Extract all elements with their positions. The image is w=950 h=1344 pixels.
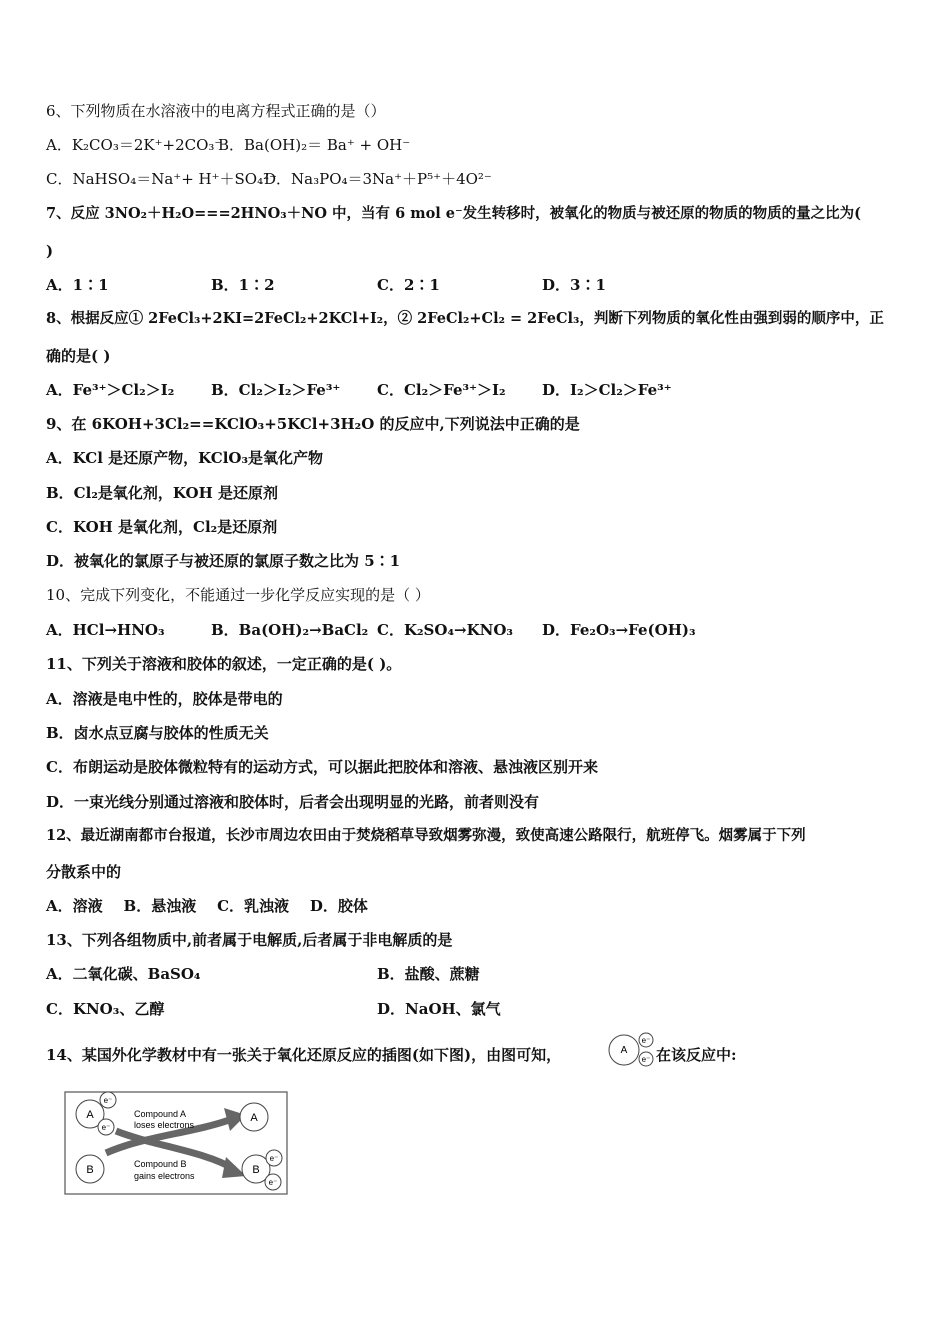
q11-option-d: D．一束光线分别通过溶液和胶体时，后者会出现明显的光路，前者则没有 (46, 793, 540, 811)
q14-stem (46, 1045, 561, 1065)
q11-option-c: C．布朗运动是胶体微粒特有的运动方式，可以据此把胶体和溶液、悬浊液区别开来 (46, 758, 598, 776)
inline-atom-a-label: A (620, 1045, 628, 1056)
q9-option-c: C．KOH 是氧化剂，Cl₂是还原剂 (46, 518, 278, 536)
q6-option-b: B．Ba(OH)₂＝ Ba⁺ + OH⁻ (218, 136, 411, 154)
q10-option-d: D．Fe₂O₃→Fe(OH)₃ (542, 621, 696, 639)
q8-stem-cont: 确的是( ) (46, 347, 111, 365)
q7-option-a: A．1∶1 (46, 276, 109, 294)
caption-a-line1: Compound A (134, 1109, 187, 1119)
q7-stem-cont: ) (46, 242, 54, 260)
q11-option-b: B．卤水点豆腐与胶体的性质无关 (46, 724, 269, 742)
q13-option-a: A．二氧化碳、BaSO₄ (46, 965, 201, 983)
atom-a-before-label: A (86, 1109, 94, 1121)
electron-gained-1-label: e⁻ (269, 1154, 279, 1163)
caption-b-line1: Compound B (134, 1159, 187, 1169)
q11-stem: 11、下列关于溶液和胶体的叙述，一定正确的是( )。 (46, 655, 402, 673)
q13-stem: 13、下列各组物质中,前者属于电解质,后者属于非电解质的是 (46, 931, 453, 949)
atom-b-before-label: B (86, 1164, 94, 1176)
q8-option-d: D．I₂＞Cl₂＞Fe³⁺ (542, 381, 672, 399)
q13-option-c: C．KNO₃、乙醇 (46, 1000, 165, 1018)
redox-figure (64, 1091, 288, 1195)
q9-option-d: D．被氧化的氯原子与被还原的氯原子数之比为 5∶1 (46, 552, 401, 570)
q7-stem: 7、反应 3NO₂＋H₂O===2HNO₃＋NO 中，当有 6 mol e⁻发生转移时，被氧化的物质与被还原的物质的物质的量之比为( (46, 205, 862, 222)
q10-option-b: B．Ba(OH)₂→BaCl₂ (211, 621, 369, 639)
q14-stem-before: 14、某国外化学教材中有一张关于氧化还原反应的插图(如下图)，由图可知， (46, 1046, 562, 1064)
electron-lost-2-label: e⁻ (101, 1123, 111, 1132)
q8-stem: 8、根据反应① 2FeCl₃+2KI=2FeCl₂+2KCl+I₂，② 2FeCl₂+Cl₂ = 2FeCl₃，判断下列物质的氧化性由强到弱的顺序中，正 (46, 310, 884, 327)
q6-stem: 6、下列物质在水溶液中的电离方程式正确的是（） (46, 102, 386, 120)
caption-a-line2: loses electrons (134, 1120, 195, 1130)
q12-stem-cont: 分散系中的 (46, 863, 122, 881)
caption-b-line2: gains electrons (134, 1171, 195, 1181)
q7-option-c: C．2∶1 (377, 276, 440, 294)
q6-option-a: A．K₂CO₃＝2K⁺+2CO₃⁻ (46, 136, 223, 154)
q13-option-d: D．NaOH、氯气 (377, 1000, 501, 1018)
atom-b-after-label: B (252, 1164, 260, 1176)
q10-stem: 10、完成下列变化，不能通过一步化学反应实现的是（ ） (46, 586, 430, 604)
inline-electron-1-label: e⁻ (641, 1036, 651, 1045)
q8-option-a: A．Fe³⁺＞Cl₂＞I₂ (46, 381, 175, 399)
q8-option-c: C．Cl₂＞Fe³⁺＞I₂ (377, 381, 506, 399)
q6-option-c: C．NaHSO₄＝Na⁺+ H⁺＋SO₄²⁻ (46, 170, 278, 188)
q14-inline-atom-icon (606, 1031, 656, 1071)
q9-option-b: B．Cl₂是氧化剂，KOH 是还原剂 (46, 484, 278, 502)
q12-stem: 12、最近湖南都市台报道，长沙市周边农田由于焚烧稻草导致烟雾弥漫，致使高速公路限行，航班停飞。烟雾属于下列 (46, 827, 806, 844)
q9-stem: 9、在 6KOH+3Cl₂==KClO₃+5KCl+3H₂O 的反应中,下列说法中正确的是 (46, 415, 580, 433)
q7-option-b: B．1∶2 (211, 276, 275, 294)
atom-a-after-label: A (250, 1112, 258, 1124)
q8-option-b: B．Cl₂＞I₂＞Fe³⁺ (211, 381, 341, 399)
electron-lost-label: e⁻ (103, 1096, 113, 1105)
q12-options: A．溶液 B．悬浊液 C．乳浊液 D．胶体 (46, 897, 368, 915)
q9-option-a: A．KCl 是还原产物，KClO₃是氧化产物 (46, 449, 324, 467)
inline-electron-2-label: e⁻ (641, 1055, 651, 1064)
q6-option-d: D．Na₃PO₄＝3Na⁺＋P⁵⁺＋4O²⁻ (264, 170, 492, 188)
q10-option-c: C．K₂SO₄→KNO₃ (377, 621, 513, 639)
q10-option-a: A．HCl→HNO₃ (46, 621, 165, 639)
q14-stem-after: 在该反应中: (656, 1046, 737, 1064)
q13-option-b: B．盐酸、蔗糖 (377, 965, 480, 983)
q11-option-a: A．溶液是电中性的，胶体是带电的 (46, 690, 283, 708)
electron-gained-2-label: e⁻ (268, 1178, 278, 1187)
q7-option-d: D．3∶1 (542, 276, 606, 294)
